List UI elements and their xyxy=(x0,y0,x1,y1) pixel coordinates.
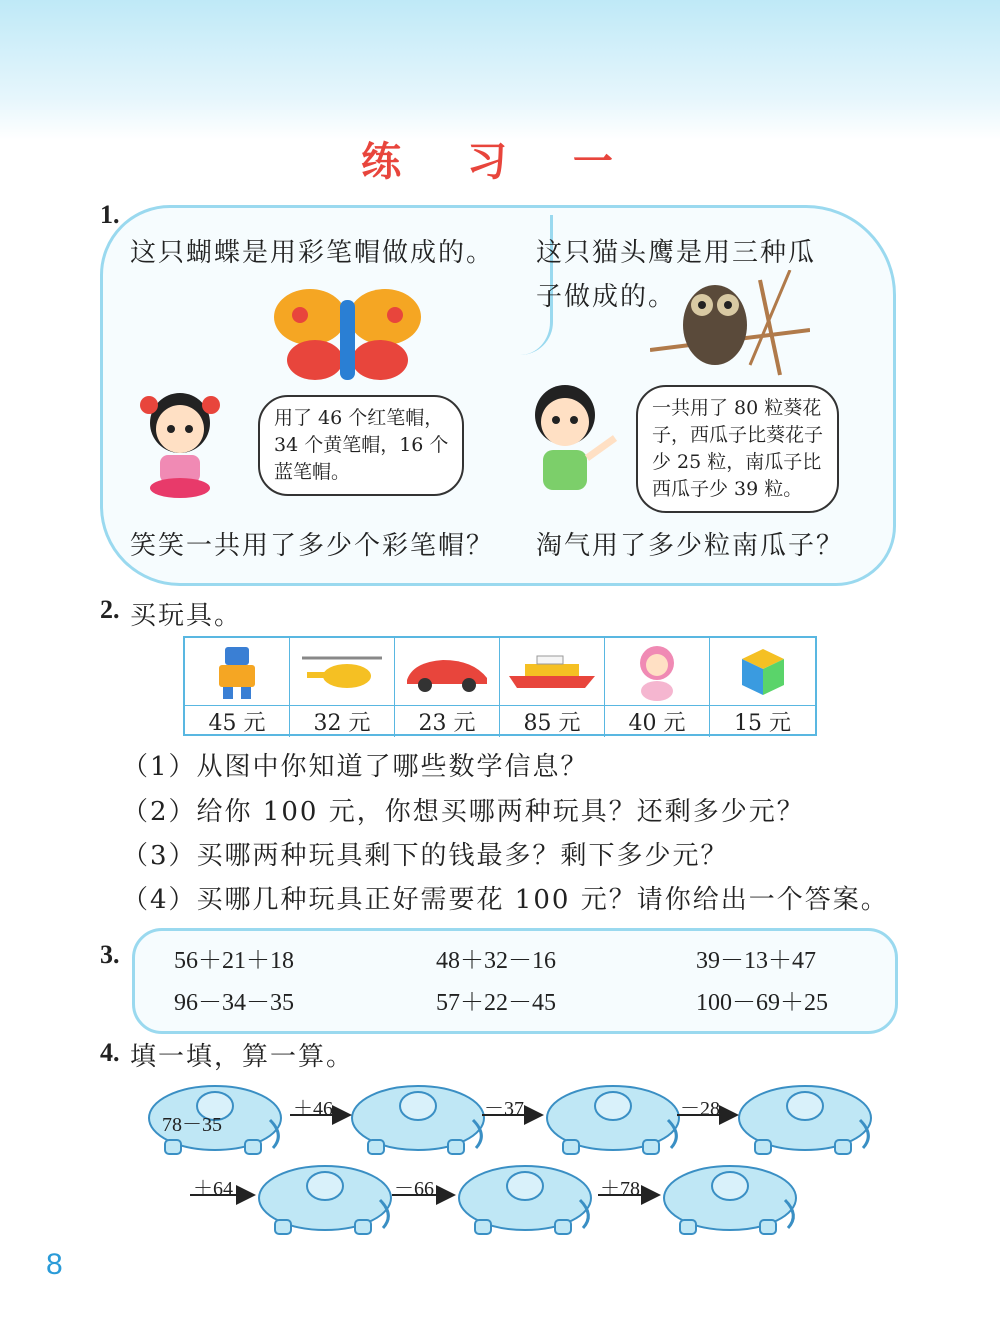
toy-cell xyxy=(710,638,815,706)
q1-question-left: 笑笑一共用了多少个彩笔帽？ xyxy=(130,531,495,561)
q1-number: 1. xyxy=(100,200,120,229)
cube-icon xyxy=(738,645,788,699)
toy-cell xyxy=(290,638,395,706)
q4-op-label: －66 xyxy=(394,1178,434,1200)
q1-right-text-2: 子做成的。 xyxy=(536,282,677,312)
toy-price: 40 元 xyxy=(605,706,710,737)
toy-price: 23 元 xyxy=(395,706,500,737)
doll-icon xyxy=(632,643,682,701)
elephant-icon xyxy=(739,1086,871,1154)
toy-cell xyxy=(605,638,710,706)
bubble-line: 34 个黄笔帽，16 个 xyxy=(274,434,449,456)
q4-op-label: －37 xyxy=(484,1098,524,1120)
q1-left-text: 这只蝴蝶是用彩笔帽做成的。 xyxy=(130,238,495,268)
elephant-icon xyxy=(547,1086,679,1154)
q1-right-bubble xyxy=(636,385,839,513)
q4-op-label: ＋46 xyxy=(293,1098,333,1120)
toy-cell xyxy=(185,638,290,706)
bubble-line: 一共用了 80 粒葵花 xyxy=(652,397,822,419)
q2-question-3: （3）买哪两种玩具剩下的钱最多？剩下多少元？ xyxy=(122,841,729,871)
q2-question-4: （4）买哪几种玩具正好需要花 100 元？请你给出一个答案。 xyxy=(122,885,889,915)
toy-price: 85 元 xyxy=(500,706,605,737)
bubble-line: 西瓜子少 39 粒。 xyxy=(652,478,803,500)
q4-op-label: ＋78 xyxy=(600,1178,640,1200)
toy-price-table xyxy=(183,636,817,736)
q3-expression: 56＋21＋18 xyxy=(174,948,294,974)
q2-number: 2. xyxy=(100,595,120,624)
bubble-line: 蓝笔帽。 xyxy=(274,461,351,483)
q3-expression: 57＋22－45 xyxy=(436,990,556,1016)
owl-icon xyxy=(650,270,810,380)
bubble-line: 子，西瓜子比葵花子 xyxy=(652,424,824,446)
girl-character-icon xyxy=(125,385,235,500)
q3-expression: 100－69＋25 xyxy=(696,990,828,1016)
q2-question-2: （2）给你 100 元，你想买哪两种玩具？还剩多少元？ xyxy=(122,797,805,827)
q3-expression: 48＋32－16 xyxy=(436,948,556,974)
elephant-icon xyxy=(352,1086,484,1154)
toy-cell xyxy=(500,638,605,706)
boy-character-icon xyxy=(515,370,625,500)
ship-icon xyxy=(507,652,597,692)
robot-icon xyxy=(207,643,267,701)
q4-number: 4. xyxy=(100,1038,120,1067)
toy-price: 45 元 xyxy=(185,706,290,737)
q1-right-text-1: 这只猫头鹰是用三种瓜 xyxy=(536,238,817,268)
q3-number: 3. xyxy=(100,940,120,969)
q4-start-expression: 78－35 xyxy=(162,1114,222,1136)
toy-price: 15 元 xyxy=(734,711,791,736)
q4-op-label: ＋64 xyxy=(193,1178,233,1200)
q1-left-bubble xyxy=(258,395,464,496)
q2-question-1: （1）从图中你知道了哪些数学信息？ xyxy=(122,752,589,782)
butterfly-icon xyxy=(270,285,425,385)
bubble-line: 用了 46 个红笔帽， xyxy=(274,407,444,429)
q4-op-label: －28 xyxy=(680,1098,720,1120)
elephant-icon xyxy=(459,1166,591,1234)
toy-price: 32 元 xyxy=(290,706,395,737)
q4-title: 填一填，算一算。 xyxy=(130,1042,355,1072)
elephant-icon xyxy=(259,1166,391,1234)
q1-question-right: 淘气用了多少粒南瓜子？ xyxy=(536,531,845,561)
car-icon xyxy=(403,650,491,694)
q3-expression: 39－13＋47 xyxy=(696,948,816,974)
bubble-line: 少 25 粒，南瓜子比 xyxy=(652,451,822,473)
page-title: 练 习 一 xyxy=(361,138,639,185)
top-banner xyxy=(0,0,1000,140)
elephant-icon xyxy=(664,1166,796,1234)
toy-cell xyxy=(395,638,500,706)
helicopter-icon xyxy=(297,652,387,692)
page-number: 8 xyxy=(46,1248,63,1281)
q3-expression: 96－34－35 xyxy=(174,990,294,1016)
q2-title: 买玩具。 xyxy=(130,601,243,631)
